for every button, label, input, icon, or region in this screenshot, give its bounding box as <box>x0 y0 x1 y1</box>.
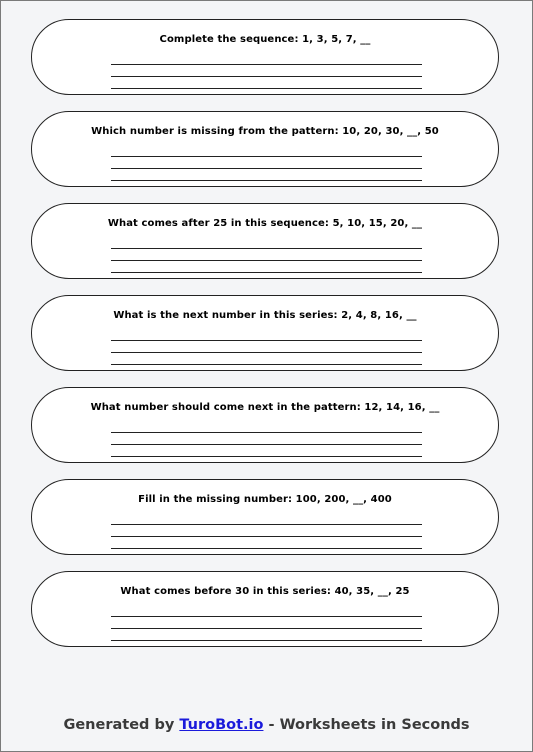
footer-suffix: - Worksheets in Seconds <box>263 717 470 733</box>
question-card-7 <box>31 571 499 647</box>
answer-line[interactable] <box>111 432 422 433</box>
question-text: Fill in the missing number: 100, 200, __, 400 <box>138 494 392 505</box>
answer-line[interactable] <box>111 88 422 89</box>
answer-line[interactable] <box>111 272 422 273</box>
answer-line[interactable] <box>111 536 422 537</box>
question-text: What comes before 30 in this series: 40, 35, __, 25 <box>120 586 410 597</box>
footer-prefix: Generated by <box>63 717 180 733</box>
footer <box>0 717 533 733</box>
question-text: What is the next number in this series: 2, 4, 8, 16, __ <box>113 310 417 321</box>
answer-line[interactable] <box>111 444 422 445</box>
question-card-3 <box>31 203 499 279</box>
answer-line[interactable] <box>111 640 422 641</box>
answer-line[interactable] <box>111 628 422 629</box>
question-text: What comes after 25 in this sequence: 5, 10, 15, 20, __ <box>107 218 423 229</box>
answer-line[interactable] <box>111 76 422 77</box>
question-card-1 <box>31 19 499 95</box>
question-text: Which number is missing from the pattern: 10, 20, 30, __, 50 <box>91 126 439 137</box>
answer-line[interactable] <box>111 616 422 617</box>
answer-line[interactable] <box>111 340 422 341</box>
answer-line[interactable] <box>111 456 422 457</box>
answer-line[interactable] <box>111 64 422 65</box>
answer-line[interactable] <box>111 248 422 249</box>
question-text: What number should come next in the pattern: 12, 14, 16, __ <box>90 402 440 413</box>
answer-line[interactable] <box>111 352 422 353</box>
answer-line[interactable] <box>111 168 422 169</box>
question-card-2 <box>31 111 499 187</box>
answer-line[interactable] <box>111 524 422 525</box>
question-card-5 <box>31 387 499 463</box>
answer-line[interactable] <box>111 364 422 365</box>
answer-line[interactable] <box>111 156 422 157</box>
answer-line[interactable] <box>111 180 422 181</box>
answer-line[interactable] <box>111 260 422 261</box>
question-card-4 <box>31 295 499 371</box>
turobot-link[interactable]: TuroBot.io <box>179 717 264 733</box>
answer-line[interactable] <box>111 548 422 549</box>
question-text: Complete the sequence: 1, 3, 5, 7, __ <box>159 34 371 45</box>
question-card-6 <box>31 479 499 555</box>
